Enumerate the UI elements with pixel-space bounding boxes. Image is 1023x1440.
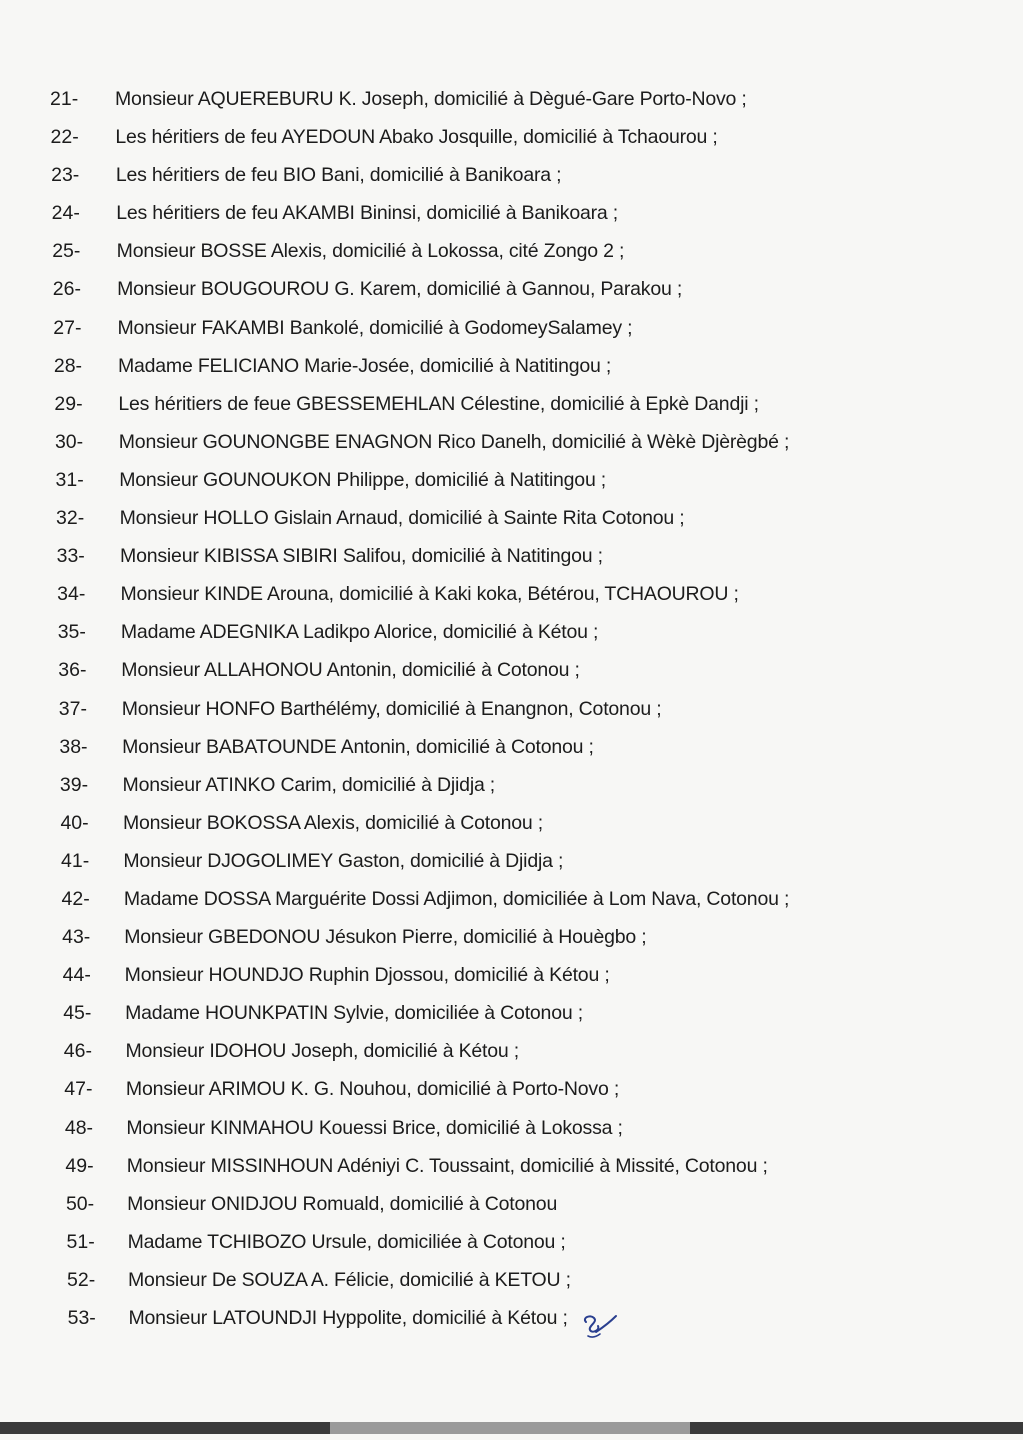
entry-text-content: Monsieur HONFO Barthélémy, domicilié à Enangnon, Cotonou ; — [121, 697, 662, 720]
entry-text — [115, 80, 747, 118]
list-item — [0, 1109, 1023, 1147]
list-item — [0, 956, 1023, 994]
entry-text — [123, 842, 563, 880]
entry-number: 51- — [66, 1230, 95, 1253]
entry-number: 38- — [59, 735, 88, 758]
entry-text — [121, 613, 598, 651]
entry-number: 22- — [50, 126, 79, 149]
list-item — [0, 613, 1023, 651]
list-item — [0, 423, 1023, 461]
entry-text — [120, 537, 603, 575]
entry-text — [118, 385, 758, 423]
entry-text-content: Monsieur De SOUZA A. Félicie, domicilié à KETOU ; — [128, 1268, 571, 1291]
entry-text-content: Monsieur GOUNOUKON Philippe, domicilié à Natitingou ; — [119, 468, 607, 491]
entry-number: 37- — [58, 697, 87, 720]
entry-number: 49- — [65, 1154, 94, 1177]
entry-number: 31- — [55, 468, 84, 491]
entry-text — [119, 461, 606, 499]
entry-text — [117, 270, 682, 308]
list-item — [0, 1185, 1023, 1223]
list-item — [0, 842, 1023, 880]
entry-text-content: Monsieur IDOHOU Joseph, domicilié à Kétou ; — [125, 1040, 519, 1063]
entry-text — [125, 956, 610, 994]
entry-text — [120, 575, 738, 613]
entry-number: 24- — [51, 202, 80, 225]
list-item — [0, 728, 1023, 766]
entry-number: 40- — [60, 811, 89, 834]
entry-text — [121, 651, 579, 689]
entry-number: 50- — [65, 1192, 95, 1215]
entry-text — [126, 1070, 619, 1108]
entry-number: 21- — [50, 88, 79, 110]
list-item — [0, 575, 1023, 613]
list-item — [0, 994, 1023, 1032]
entry-number: 47- — [64, 1078, 93, 1101]
entry-text — [125, 994, 583, 1032]
entry-text-content: Monsieur BOUGOUROU G. Karem, domicilié à Gannou, Parakou ; — [117, 278, 683, 301]
entry-text — [127, 1185, 557, 1223]
list-item — [0, 690, 1023, 728]
entry-text — [116, 194, 618, 232]
entry-number: 46- — [63, 1040, 92, 1063]
entry-text — [124, 918, 646, 956]
entry-text-content: Monsieur KIBISSA SIBIRI Salifou, domicilié à Natitingou ; — [120, 545, 603, 568]
entry-number: 28- — [53, 354, 83, 377]
entry-text-content: Monsieur KINMAHOU Kouessi Brice, domicilié à Lokossa ; — [126, 1116, 623, 1139]
list-item — [0, 80, 1023, 118]
list-item — [0, 270, 1023, 308]
entry-text-content: Monsieur AQUEREBURU K. Joseph, domicilié à Dègué-Gare Porto-Novo ; — [115, 88, 747, 110]
list-item — [0, 918, 1023, 956]
entry-text — [115, 118, 717, 156]
entry-text — [128, 1299, 619, 1337]
beneficiary-list — [0, 80, 1023, 1337]
entry-text-content: Les héritiers de feu AKAMBI Bininsi, domicilié à Banikoara ; — [116, 202, 619, 225]
entry-text-content: Madame TCHIBOZO Ursule, domiciliée à Cotonou ; — [127, 1230, 566, 1253]
entry-number: 44- — [62, 964, 91, 987]
entry-text-content: Les héritiers de feu AYEDOUN Abako Josquille, domicilié à Tchaourou ; — [115, 126, 718, 149]
entry-text-content: Monsieur ONIDJOU Romuald, domicilié à Cotonou — [127, 1192, 558, 1215]
entry-text — [118, 347, 611, 385]
entry-number: 48- — [64, 1116, 94, 1139]
entry-text-content: Madame ADEGNIKA Ladikpo Alorice, domicilié à Kétou ; — [120, 621, 599, 644]
list-item — [0, 499, 1023, 537]
entry-text — [118, 309, 633, 347]
entry-text — [123, 766, 495, 804]
list-item — [0, 1223, 1023, 1261]
entry-number: 26- — [52, 278, 81, 301]
entry-text — [127, 1147, 768, 1185]
list-item — [0, 1299, 1023, 1337]
entry-number: 30- — [54, 430, 84, 453]
entry-text-content: Monsieur LATOUNDJI Hyppolite, domicilié à Kétou ; — [128, 1307, 568, 1329]
entry-number: 35- — [57, 621, 86, 644]
list-item — [0, 385, 1023, 423]
list-item — [0, 651, 1023, 689]
entry-text-content: Monsieur HOLLO Gislain Arnaud, domicilié à Sainte Rita Cotonou ; — [119, 507, 685, 530]
entry-text-content: Madame FELICIANO Marie-Josée, domicilié à Natitingou ; — [117, 354, 612, 377]
list-item — [0, 766, 1023, 804]
list-item — [0, 537, 1023, 575]
list-item — [0, 118, 1023, 156]
entry-text-content: Madame DOSSA Marguérite Dossi Adjimon, domiciliée à Lom Nava, Cotonou ; — [123, 887, 790, 910]
entry-text — [126, 1032, 519, 1070]
scan-edge-bar-middle — [330, 1422, 690, 1434]
entry-text-content: Monsieur GOUNONGBE ENAGNON Rico Danelh, domicilié à Wèkè Djèrègbé ; — [118, 430, 790, 453]
entry-number: 29- — [54, 392, 83, 415]
entry-text-content: Monsieur MISSINHOUN Adéniyi C. Toussaint, domicilié à Missité, Cotonou ; — [126, 1154, 768, 1177]
entry-text-content: Monsieur FAKAMBI Bankolé, domicilié à GodomeySalamey ; — [117, 316, 633, 339]
entry-text — [128, 1261, 571, 1299]
entry-text-content: Monsieur BOKOSSA Alexis, domicilié à Cotonou ; — [122, 811, 543, 834]
entry-number: 43- — [62, 926, 91, 949]
list-item — [0, 156, 1023, 194]
entry-number: 39- — [59, 773, 89, 796]
scan-edge-bar — [0, 1422, 1023, 1434]
entry-text — [126, 1109, 622, 1147]
entry-text — [122, 728, 594, 766]
entry-text-content: Monsieur ARIMOU K. G. Nouhou, domicilié à Porto-Novo ; — [125, 1078, 620, 1101]
list-item — [0, 1147, 1023, 1185]
entry-text-content: Monsieur HOUNDJO Ruphin Djossou, domicilié à Kétou ; — [124, 964, 610, 987]
entry-text-content: Monsieur DJOGOLIMEY Gaston, domicilié à Djidja ; — [123, 849, 564, 872]
entry-number: 52- — [67, 1268, 96, 1291]
initials-signature-icon — [576, 1308, 620, 1342]
list-item — [0, 1261, 1023, 1299]
entry-number: 33- — [56, 545, 85, 568]
list-item — [0, 1032, 1023, 1070]
list-item — [0, 347, 1023, 385]
scan-edge-bar-left — [0, 1422, 330, 1434]
list-item — [0, 232, 1023, 270]
list-item — [0, 194, 1023, 232]
entry-text-content: Les héritiers de feu BIO Bani, domicilié à Banikoara ; — [115, 164, 562, 187]
entry-text — [116, 156, 562, 194]
list-item — [0, 461, 1023, 499]
list-item — [0, 804, 1023, 842]
entry-text-content: Monsieur KINDE Arouna, domicilié à Kaki koka, Bétérou, TCHAOUROU ; — [120, 583, 739, 606]
entry-text — [119, 423, 789, 461]
list-item — [0, 309, 1023, 347]
entry-text — [123, 804, 543, 842]
entry-number: 34- — [57, 583, 86, 606]
entry-text-content: Monsieur ALLAHONOU Antonin, domicilié à Cotonou ; — [121, 659, 580, 682]
entry-text-content: Monsieur GBEDONOU Jésukon Pierre, domicilié à Houègbo ; — [124, 926, 647, 949]
entry-text — [128, 1223, 566, 1261]
entry-text-content: Monsieur BOSSE Alexis, domicilié à Lokossa, cité Zongo 2 ; — [116, 240, 625, 263]
entry-number: 27- — [53, 316, 82, 339]
entry-text-content: Monsieur BABATOUNDE Antonin, domicilié à Cotonou ; — [122, 735, 594, 758]
entry-text — [117, 232, 625, 270]
entry-number: 32- — [56, 507, 85, 530]
list-item — [0, 880, 1023, 918]
entry-text — [122, 690, 662, 728]
entry-number: 25- — [52, 240, 81, 263]
entry-text — [120, 499, 685, 537]
entry-number: 53- — [67, 1307, 96, 1329]
entry-number: 23- — [51, 164, 80, 187]
entry-number: 41- — [61, 849, 90, 872]
entry-number: 36- — [58, 659, 87, 682]
list-item — [0, 1070, 1023, 1108]
entry-text-content: Les héritiers de feue GBESSEMEHLAN Célestine, domicilié à Epkè Dandji ; — [118, 392, 759, 415]
entry-text-content: Madame HOUNKPATIN Sylvie, domiciliée à Cotonou ; — [125, 1002, 583, 1025]
scan-edge-bar-right — [690, 1422, 1023, 1434]
entry-number: 42- — [61, 887, 90, 910]
entry-text-content: Monsieur ATINKO Carim, domicilié à Djidja ; — [122, 773, 496, 796]
entry-text — [124, 880, 789, 918]
entry-number: 45- — [63, 1002, 92, 1025]
